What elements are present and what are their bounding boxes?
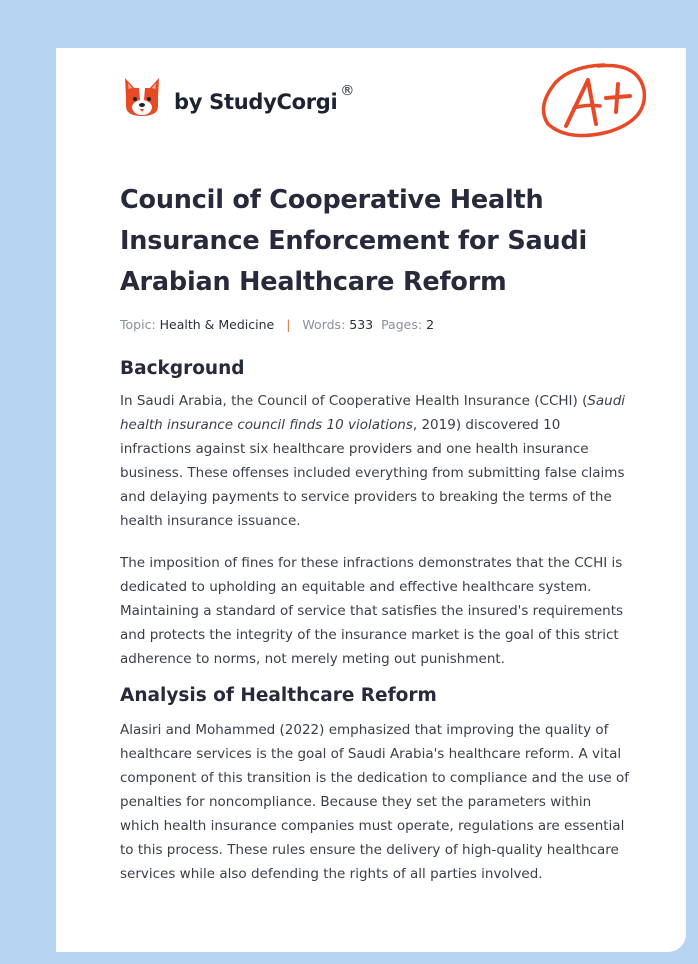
meta-separator: | [286, 317, 291, 332]
topic-link[interactable]: Health & Medicine [159, 317, 275, 332]
document-page [56, 48, 686, 952]
brand-name: by StudyCorgi ® [174, 82, 355, 114]
article-meta [120, 317, 634, 332]
words-label: Words: [302, 317, 346, 332]
paragraph: Alasiri and Mohammed (2022) emphasized that improving the quality of healthcare services is the goal of Saudi Arabia's healthcare reform. A vital component of this transition is the dedication to compliance and the use of penalties for noncompliance. Because they set the parameters within which health insurance companies must operate, regulations are essential to this process. These rules ensure the delivery of high-quality healthcare services while also defending the rights of all parties involved. [120, 722, 629, 882]
registered-mark: ® [340, 82, 355, 99]
article [120, 180, 634, 886]
pages-count: 2 [426, 317, 435, 332]
words-count: 533 [349, 317, 374, 332]
a-plus-grade-icon [538, 58, 650, 148]
paragraph: In Saudi Arabia, the Council of Cooperative Health Insurance (CCHI) (Saudi health insurance council finds 10 violations, 2019) discovered 10 infractions against six healthcare providers and one health insurance business. These offenses included everything from submitting false claims and delaying payments to service providers to breaking the terms of the health insurance issuance. [120, 393, 626, 529]
citation-title: Saudi health insurance council finds 10 violations [120, 393, 626, 433]
studycorgi-logo[interactable] [122, 76, 354, 120]
corgi-logo-icon [122, 76, 162, 120]
section-heading-analysis: Analysis of Healthcare Reform [120, 685, 437, 706]
section-heading-background: Background [120, 358, 245, 379]
paragraph: The imposition of fines for these infractions demonstrates that the CCHI is dedicated to upholding an equitable and effective healthcare system. Maintaining a standard of service that satisfies the insured's requirements and protects the integrity of the insurance market is the goal of this strict adherence to norms, not merely meting out punishment. [120, 555, 624, 667]
topic-label: Topic: [120, 317, 156, 332]
article-title: Council of Cooperative Health Insurance Enforcement for Saudi Arabian Healthcare Reform [120, 185, 588, 297]
pages-label: Pages: [381, 317, 423, 332]
